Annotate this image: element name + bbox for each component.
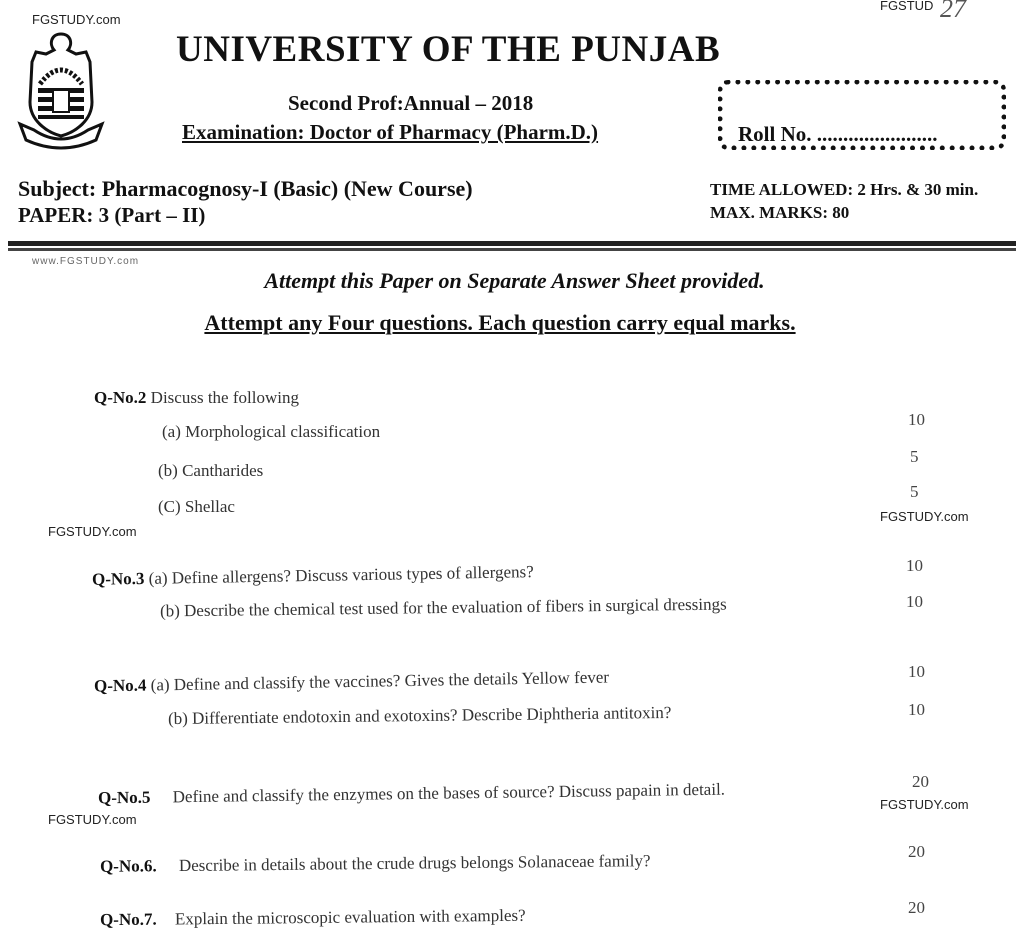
part-label: (a) (150, 675, 170, 695)
part-label: (a) (162, 422, 181, 441)
instruction-answer-sheet: Attempt this Paper on Separate Answer Sheet provided. (264, 268, 765, 293)
instruction-attempt-four: Attempt any Four questions. Each question carry equal marks. (204, 310, 796, 335)
marks-6: 20 (908, 842, 925, 861)
watermark-top-left: FGSTUDY.com (32, 12, 121, 27)
marks-2c: 5 (910, 482, 919, 501)
watermark-left-low: FGSTUDY.com (48, 812, 137, 827)
question-text: Define and classify the enzymes on the bases of source? Discuss papain in detail. (172, 779, 726, 807)
question-text: Explain the microscopic evaluation with examples? (174, 905, 526, 929)
watermark-left-mid: FGSTUDY.com (48, 524, 137, 539)
part-label: (b) (158, 461, 178, 480)
part-label: (a) (148, 568, 168, 588)
watermark-right-mid: FGSTUDY.com (880, 509, 969, 524)
part-text: Describe the chemical test used for the evaluation of fibers in surgical dressings (183, 594, 727, 621)
question-text: Describe in details about the crude drugs belongs Solanaceae family? (178, 851, 651, 876)
question-2b (158, 461, 263, 481)
question-6 (100, 851, 651, 877)
marks-4a: 10 (908, 662, 925, 681)
marks-5: 20 (912, 772, 929, 791)
time-allowed: TIME ALLOWED: 2 Hrs. & 30 min. (710, 180, 979, 199)
marks-7: 20 (908, 898, 925, 917)
question-4a (94, 668, 609, 697)
part-text: Differentiate endotoxin and exotoxins? Describe Diphtheria antitoxin? (191, 702, 672, 728)
paper-line: PAPER: 3 (Part – II) (18, 203, 206, 227)
exam-session: Second Prof:Annual – 2018 (288, 91, 534, 115)
examination-name: Examination: Doctor of Pharmacy (Pharm.D.) (182, 120, 599, 144)
question-number: Q-No.4 (93, 675, 147, 696)
question-3b (160, 595, 727, 622)
question-number: Q-No.6. (99, 856, 157, 876)
part-text: Define and classify the vaccines? Gives the details Yellow fever (173, 667, 610, 695)
question-2c (158, 497, 235, 517)
roll-number-field[interactable]: Roll No. ....................... (738, 122, 938, 146)
marks-3a: 10 (906, 556, 923, 575)
part-text: Cantharides (182, 461, 264, 480)
question-number: Q-No.3 (91, 568, 145, 589)
watermark-under-rule: www.FGSTUDY.com (32, 256, 140, 267)
part-text: Morphological classification (185, 422, 381, 441)
university-crest-logo (16, 32, 106, 152)
question-2 (94, 388, 299, 408)
watermark-top-right: FGSTUD (880, 0, 934, 13)
marks-3b: 10 (906, 592, 923, 611)
crest-icon (16, 32, 106, 152)
marks-2a: 10 (908, 410, 925, 429)
question-2a (162, 422, 380, 442)
question-number: Q-No.7. (99, 909, 157, 930)
question-7 (100, 906, 526, 930)
marks-2b: 5 (910, 447, 919, 466)
part-label: (C) (158, 497, 181, 516)
subject-line: Subject: Pharmacognosy-I (Basic) (New Course) (18, 176, 473, 201)
part-label: (b) (167, 708, 188, 729)
part-label: (b) (159, 601, 180, 621)
university-title: UNIVERSITY OF THE PUNJAB (176, 29, 721, 70)
part-text: Define allergens? Discuss various types of allergens? (171, 562, 534, 588)
header-divider (8, 241, 1016, 246)
part-text: Shellac (184, 497, 235, 516)
watermark-right-low: FGSTUDY.com (880, 797, 969, 812)
question-number: Q-No.5 (97, 787, 151, 808)
handwritten-page-number: 27 (940, 0, 966, 23)
question-number: Q-No.2 (94, 388, 147, 407)
max-marks: MAX. MARKS: 80 (710, 203, 850, 222)
header-divider-secondary (8, 248, 1016, 251)
question-4b (168, 703, 672, 729)
question-5 (98, 780, 725, 809)
question-3a (92, 562, 534, 590)
question-text: Discuss the following (150, 388, 299, 407)
marks-4b: 10 (908, 700, 925, 719)
